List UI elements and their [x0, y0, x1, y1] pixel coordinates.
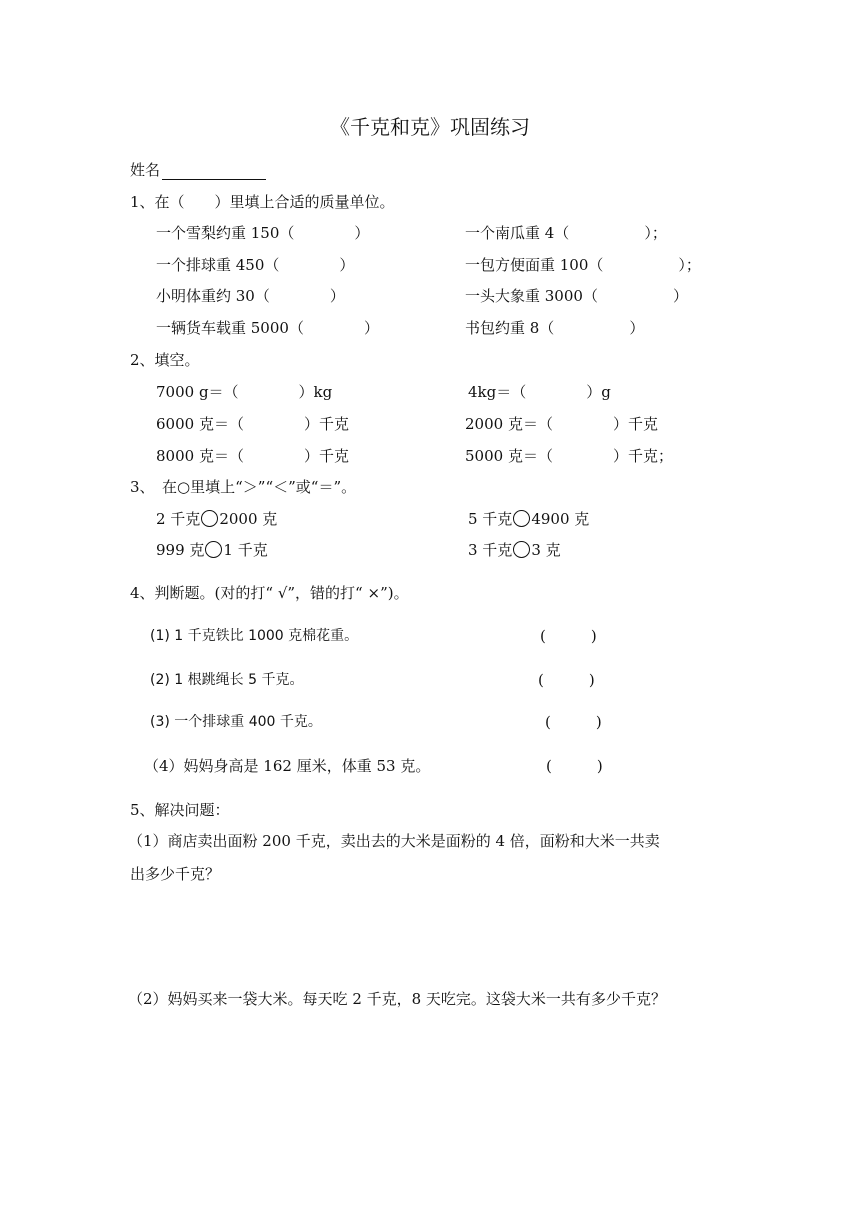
q1-item: 书包约重 8（ ）: [465, 319, 645, 337]
q3-heading: 3、 在○里填上“＞”“＜”或“＝”。: [130, 478, 357, 496]
q4-item-text: (2) 1 根跳绳长 5 千克。: [150, 672, 304, 688]
q2-item: 4kg＝（ ）g: [468, 383, 611, 401]
q2-item: 5000 克＝（ ）千克；: [465, 447, 673, 465]
q4-answer-blank[interactable]: ( ): [546, 757, 603, 775]
q3-left-value: 999 克: [156, 541, 205, 559]
q3-item: [156, 540, 268, 560]
name-blank-line[interactable]: [162, 163, 266, 180]
q3-left-value: 2 千克: [156, 510, 201, 528]
q3-item: [156, 509, 277, 529]
q3-right-value: 1 千克: [223, 541, 268, 559]
q1-item: 一个雪梨约重 150（ ）: [156, 224, 370, 242]
q2-heading: 2、填空。: [130, 351, 200, 369]
q5-problem-1-cont: 出多少千克？: [130, 865, 221, 883]
q2-item: 8000 克＝（ ）千克: [156, 447, 349, 465]
q3-left-value: 3 千克: [468, 541, 513, 559]
q5-problem-2: （2）妈妈买来一袋大米。每天吃 2 千克，8 天吃完。这袋大米一共有多少千克？: [128, 990, 666, 1008]
q4-heading: 4、判断题。(对的打“ √”，错的打“ ×”)。: [130, 584, 409, 602]
q4-answer-blank[interactable]: ( ): [538, 671, 595, 689]
q3-right-value: 3 克: [531, 541, 561, 559]
q1-item: 一个排球重 450（ ）: [156, 256, 355, 274]
q2-item: 7000 g＝（ ）kg: [156, 383, 333, 401]
q4-answer-blank[interactable]: ( ): [540, 627, 597, 645]
q5-heading: 5、解决问题：: [130, 801, 230, 819]
q4-item-text: (1) 1 千克铁比 1000 克棉花重。: [150, 628, 359, 644]
name-label: 姓名: [130, 161, 161, 179]
q3-right-value: 2000 克: [219, 510, 278, 528]
compare-circle[interactable]: [513, 541, 530, 558]
compare-circle[interactable]: [205, 541, 222, 558]
q4-item-text: （4）妈妈身高是 162 厘米，体重 53 克。: [144, 757, 431, 775]
page-title: 《千克和克》巩固练习: [330, 115, 530, 139]
q4-item-text: (3) 一个排球重 400 千克。: [150, 714, 322, 730]
q1-item: 一包方便面重 100（ ）；: [465, 256, 701, 274]
q1-item: 小明体重约 30（ ）: [156, 287, 345, 305]
q1-item: 一头大象重 3000（ ）: [465, 287, 688, 305]
q3-right-value: 4900 克: [531, 510, 590, 528]
compare-circle[interactable]: [201, 510, 218, 527]
name-field[interactable]: [130, 160, 266, 180]
q1-heading: 1、在（ ）里填上合适的质量单位。: [130, 193, 395, 211]
q1-item: 一辆货车载重 5000（ ）: [156, 319, 379, 337]
q5-problem-1: （1）商店卖出面粉 200 千克，卖出去的大米是面粉的 4 倍，面粉和大米一共卖: [128, 832, 660, 850]
q4-answer-blank[interactable]: ( ): [545, 713, 602, 731]
q1-item: 一个南瓜重 4（ ）；: [465, 224, 667, 242]
compare-circle[interactable]: [513, 510, 530, 527]
q2-item: 6000 克＝（ ）千克: [156, 415, 349, 433]
q3-item: [468, 509, 589, 529]
q2-item: 2000 克＝（ ）千克: [465, 415, 658, 433]
q3-left-value: 5 千克: [468, 510, 513, 528]
q3-item: [468, 540, 561, 560]
